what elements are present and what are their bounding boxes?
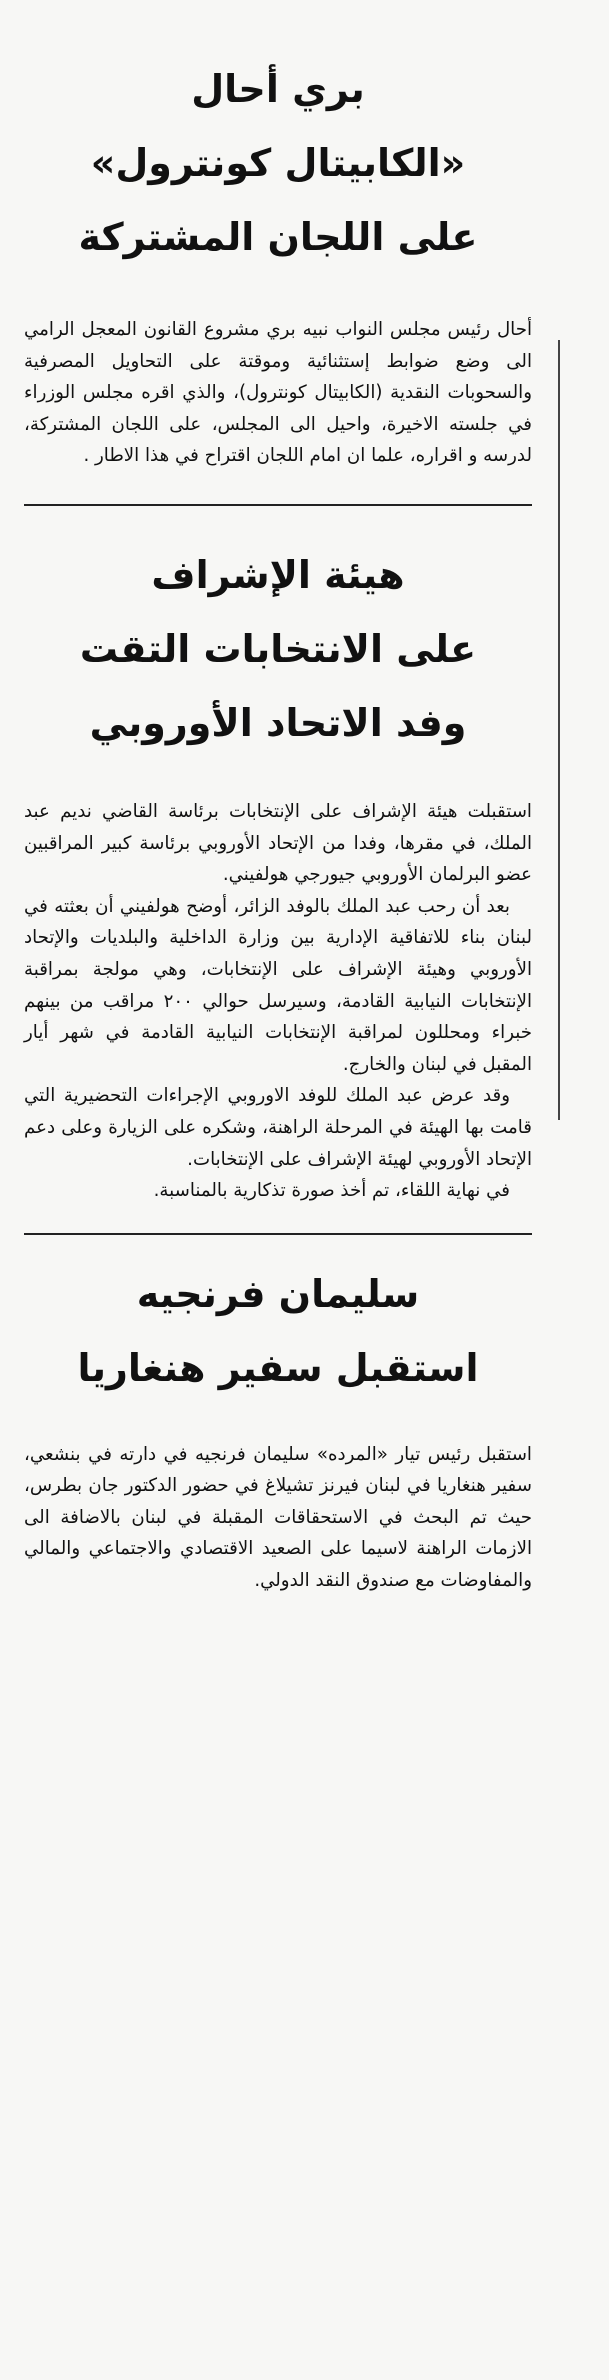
headline-line: وفد الاتحاد الأوروبي (89, 700, 467, 745)
headline-line: على اللجان المشتركة (78, 215, 478, 259)
headline-line: استقبل سفير هنغاريا (77, 1345, 479, 1390)
column-rule (558, 340, 560, 1120)
article-paragraph: استقبل رئيس تيار «المرده» سليمان فرنجيه في دارته في بنشعي، سفير هنغاريا في لبنان فيرنز تشيلاغ في حضور الدكتور جان بطرس، حيث تم البحث في الاستحقاقات المقبلة في لبنان بالاضافة الى الازمات الراهنة لاسيما على الصعيد الاقتصادي والاجتماعي والمالي والمفاوضات مع صندوق النقد الدولي. (24, 1443, 532, 1592)
article-headline (24, 52, 532, 274)
article-paragraph: في نهاية اللقاء، تم أخذ صورة تذكارية بالمناسبة. (153, 1180, 510, 1202)
article-election-supervision (24, 506, 532, 1207)
headline-line: سليمان فرنجيه (136, 1271, 420, 1316)
article-paragraph: استقبلت هيئة الإشراف على الإنتخابات برئاسة القاضي نديم عبد الملك، في مقرها، وفدا من الإتحاد الأوروبي برئاسة كبير المراقبين عضو البرلمان الأوروبي جيورجي هولفيني. (24, 800, 532, 886)
article-paragraph: وقد عرض عبد الملك للوفد الاوروبي الإجراءات التحضيرية التي قامت بها الهيئة في المرحلة الراهنة، وشكره على الزيارة وعلى دعم الإتحاد الأوروبي لهيئة الإشراف على الإنتخابات. (24, 1085, 532, 1170)
article-headline (24, 1257, 532, 1405)
article-headline (24, 538, 532, 760)
headline-line: هيئة الإشراف (151, 552, 405, 597)
article-capital-control (24, 0, 532, 472)
article-body (24, 314, 532, 472)
headline-line: «الكابيتال كونترول» (90, 141, 466, 185)
article-paragraph: بعد أن رحب عبد الملك بالوفد الزائر، أوضح هولفيني أن بعثته في لبنان بناء للاتفاقية الإدارية بين وزارة الداخلية والبلديات والإتحاد الأوروبي وهيئة الإشراف على الإنتخابات، وهي مولجة بمراقبة الإنتخابات النيابية القادمة، وسيرسل حوالي ٢٠٠ مراقب من بينهم خبراء ومحللون لمراقبة الإنتخابات النيابية القادمة في شهر أيار المقبل في لبنان والخارج. (24, 895, 532, 1075)
article-body (24, 1439, 532, 1597)
article-paragraph: أحال رئيس مجلس النواب نبيه بري مشروع القانون المعجل الرامي الى وضع ضوابط إستثنائية وموقتة على التحاويل المصرفية والسحوبات النقدية (الكابيتال كونترول)، والذي اقره مجلس الوزراء في جلسته الاخيرة، واحيل الى المجلس، على اللجان المشتركة، لدرسه و اقراره، علما ان امام اللجان اقتراح في هذا الاطار . (24, 319, 532, 467)
headline-line: بري أحال (191, 67, 365, 111)
article-frangieh-hungary (24, 1235, 532, 1597)
article-body (24, 796, 532, 1207)
headline-line: على الانتخابات التقت (79, 626, 477, 671)
